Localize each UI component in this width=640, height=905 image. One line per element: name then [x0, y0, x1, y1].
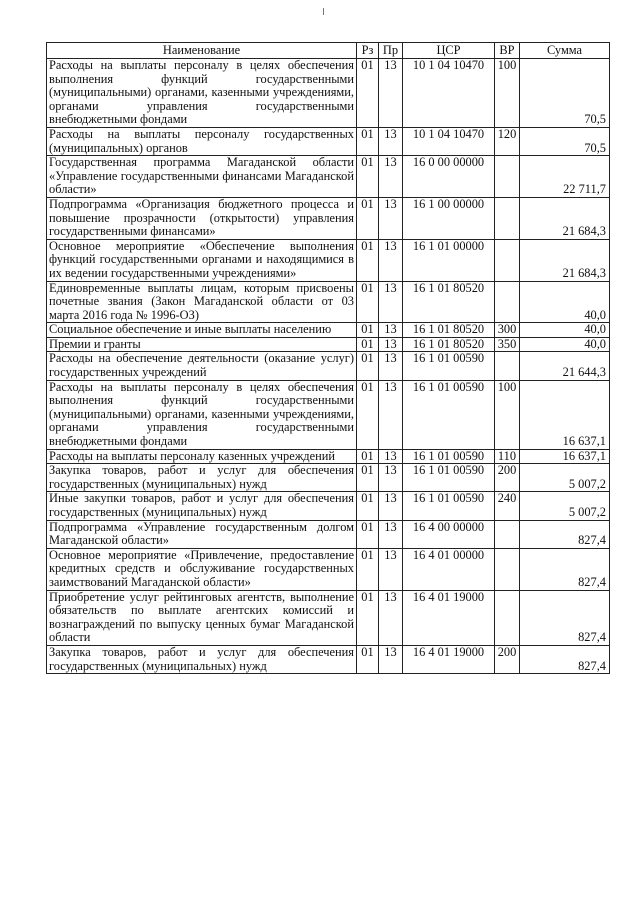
- row-csr: 16 1 01 80520: [403, 337, 495, 352]
- row-vr: [495, 197, 520, 239]
- row-pr: 13: [379, 520, 403, 548]
- table-row: [47, 449, 610, 464]
- row-rz: 01: [357, 492, 379, 520]
- table-body: [47, 59, 610, 674]
- row-name: Премии и гранты: [47, 337, 357, 352]
- row-vr: [495, 548, 520, 590]
- row-sum: 70,5: [520, 59, 610, 128]
- header-vr: ВР: [495, 43, 520, 59]
- table-row: [47, 156, 610, 198]
- header-sum: Сумма: [520, 43, 610, 59]
- row-sum: 827,4: [520, 590, 610, 645]
- row-name: Приобретение услуг рейтинговых агентств, выполнение обязательств по выплате агентских комиссий и вознаграждений по выпуску ценных бумаг Магаданской области: [47, 590, 357, 645]
- row-pr: 13: [379, 352, 403, 380]
- row-name: Подпрограмма «Управление государственным долгом Магаданской области»: [47, 520, 357, 548]
- row-rz: 01: [357, 281, 379, 323]
- row-sum: 21 684,3: [520, 197, 610, 239]
- row-pr: 13: [379, 323, 403, 338]
- table-row: [47, 548, 610, 590]
- row-name: Расходы на выплаты персоналу в целях обеспечения выполнения функций государственными (муниципальными) органами, казенными учреждениями, органами управления государственными внебюджетными фондами: [47, 59, 357, 128]
- row-rz: 01: [357, 337, 379, 352]
- row-vr: [495, 239, 520, 281]
- row-rz: 01: [357, 449, 379, 464]
- header-row: [47, 43, 610, 59]
- row-vr: 110: [495, 449, 520, 464]
- row-pr: 13: [379, 197, 403, 239]
- row-name: Государственная программа Магаданской области «Управление государственными финансами Магаданской области»: [47, 156, 357, 198]
- table-row: [47, 464, 610, 492]
- row-vr: [495, 520, 520, 548]
- row-vr: 120: [495, 127, 520, 155]
- row-name: Основное мероприятие «Обеспечение выполнения функций государственными органами и находящимися в их ведении государственными учреждениями»: [47, 239, 357, 281]
- row-sum: 5 007,2: [520, 464, 610, 492]
- row-vr: 100: [495, 380, 520, 449]
- row-rz: 01: [357, 352, 379, 380]
- table-row: [47, 590, 610, 645]
- row-csr: 16 4 01 19000: [403, 590, 495, 645]
- row-csr: 16 1 01 00590: [403, 449, 495, 464]
- row-vr: 200: [495, 464, 520, 492]
- row-sum: 827,4: [520, 645, 610, 673]
- row-rz: 01: [357, 464, 379, 492]
- row-csr: 16 1 01 80520: [403, 323, 495, 338]
- table-row: [47, 59, 610, 128]
- row-pr: 13: [379, 645, 403, 673]
- row-sum: 70,5: [520, 127, 610, 155]
- row-csr: 16 1 01 80520: [403, 281, 495, 323]
- row-pr: 13: [379, 127, 403, 155]
- row-rz: 01: [357, 239, 379, 281]
- row-sum: 5 007,2: [520, 492, 610, 520]
- row-pr: 13: [379, 239, 403, 281]
- row-pr: 13: [379, 156, 403, 198]
- row-vr: [495, 590, 520, 645]
- table-row: [47, 197, 610, 239]
- row-name: Закупка товаров, работ и услуг для обеспечения государственных (муниципальных) нужд: [47, 464, 357, 492]
- row-name: Расходы на выплаты персоналу в целях обеспечения выполнения функций государственными (муниципальными) органами, казенными учреждениями, органами управления государственными внебюджетными фондами: [47, 380, 357, 449]
- row-vr: 200: [495, 645, 520, 673]
- row-csr: 16 0 00 00000: [403, 156, 495, 198]
- table-row: [47, 337, 610, 352]
- row-name: Иные закупки товаров, работ и услуг для обеспечения государственных (муниципальных) нужд: [47, 492, 357, 520]
- row-rz: 01: [357, 520, 379, 548]
- row-rz: 01: [357, 590, 379, 645]
- row-vr: [495, 156, 520, 198]
- row-pr: 13: [379, 590, 403, 645]
- table-row: [47, 323, 610, 338]
- row-name: Расходы на выплаты персоналу казенных учреждений: [47, 449, 357, 464]
- row-rz: 01: [357, 156, 379, 198]
- row-vr: 300: [495, 323, 520, 338]
- row-sum: 16 637,1: [520, 449, 610, 464]
- row-sum: 21 684,3: [520, 239, 610, 281]
- table-row: [47, 239, 610, 281]
- row-csr: 16 1 01 00590: [403, 464, 495, 492]
- row-rz: 01: [357, 323, 379, 338]
- row-csr: 16 1 01 00590: [403, 492, 495, 520]
- row-rz: 01: [357, 127, 379, 155]
- header-rz: Рз: [357, 43, 379, 59]
- row-vr: 240: [495, 492, 520, 520]
- row-csr: 10 1 04 10470: [403, 127, 495, 155]
- row-sum: 16 637,1: [520, 380, 610, 449]
- table-row: [47, 352, 610, 380]
- row-name: Единовременные выплаты лицам, которым присвоены почетные звания (Закон Магаданской области от 03 марта 2016 года № 1996-ОЗ): [47, 281, 357, 323]
- row-csr: 16 4 01 19000: [403, 645, 495, 673]
- header-name: Наименование: [47, 43, 357, 59]
- table-header: [47, 43, 610, 59]
- table-row: [47, 645, 610, 673]
- row-sum: 827,4: [520, 520, 610, 548]
- table-row: [47, 520, 610, 548]
- row-pr: 13: [379, 380, 403, 449]
- row-rz: 01: [357, 59, 379, 128]
- row-pr: 13: [379, 281, 403, 323]
- row-csr: 10 1 04 10470: [403, 59, 495, 128]
- row-csr: 16 1 01 00590: [403, 380, 495, 449]
- page-edge-mark: [323, 8, 324, 15]
- row-rz: 01: [357, 645, 379, 673]
- budget-table: [46, 42, 610, 674]
- row-pr: 13: [379, 548, 403, 590]
- row-name: Социальное обеспечение и иные выплаты населению: [47, 323, 357, 338]
- row-name: Подпрограмма «Организация бюджетного процесса и повышение прозрачности (открытости) управления государственными финансами»: [47, 197, 357, 239]
- row-name: Расходы на обеспечение деятельности (оказание услуг) государственных учреждений: [47, 352, 357, 380]
- table-row: [47, 380, 610, 449]
- row-pr: 13: [379, 59, 403, 128]
- row-pr: 13: [379, 449, 403, 464]
- row-vr: 350: [495, 337, 520, 352]
- row-csr: 16 4 01 00000: [403, 548, 495, 590]
- row-pr: 13: [379, 492, 403, 520]
- row-sum: 40,0: [520, 281, 610, 323]
- row-rz: 01: [357, 380, 379, 449]
- table-row: [47, 127, 610, 155]
- header-pr: Пр: [379, 43, 403, 59]
- row-rz: 01: [357, 548, 379, 590]
- row-name: Основное мероприятие «Привлечение, предоставление кредитных средств и обслуживание государственных заимствований Магаданской области»: [47, 548, 357, 590]
- row-pr: 13: [379, 464, 403, 492]
- row-name: Закупка товаров, работ и услуг для обеспечения государственных (муниципальных) нужд: [47, 645, 357, 673]
- row-csr: 16 1 01 00590: [403, 352, 495, 380]
- row-name: Расходы на выплаты персоналу государственных (муниципальных) органов: [47, 127, 357, 155]
- row-sum: 827,4: [520, 548, 610, 590]
- row-csr: 16 1 01 00000: [403, 239, 495, 281]
- row-vr: [495, 352, 520, 380]
- row-sum: 22 711,7: [520, 156, 610, 198]
- table-row: [47, 492, 610, 520]
- row-sum: 40,0: [520, 337, 610, 352]
- row-csr: 16 4 00 00000: [403, 520, 495, 548]
- row-sum: 40,0: [520, 323, 610, 338]
- row-vr: [495, 281, 520, 323]
- table-row: [47, 281, 610, 323]
- row-csr: 16 1 00 00000: [403, 197, 495, 239]
- header-csr: ЦСР: [403, 43, 495, 59]
- row-vr: 100: [495, 59, 520, 128]
- row-pr: 13: [379, 337, 403, 352]
- row-sum: 21 644,3: [520, 352, 610, 380]
- row-rz: 01: [357, 197, 379, 239]
